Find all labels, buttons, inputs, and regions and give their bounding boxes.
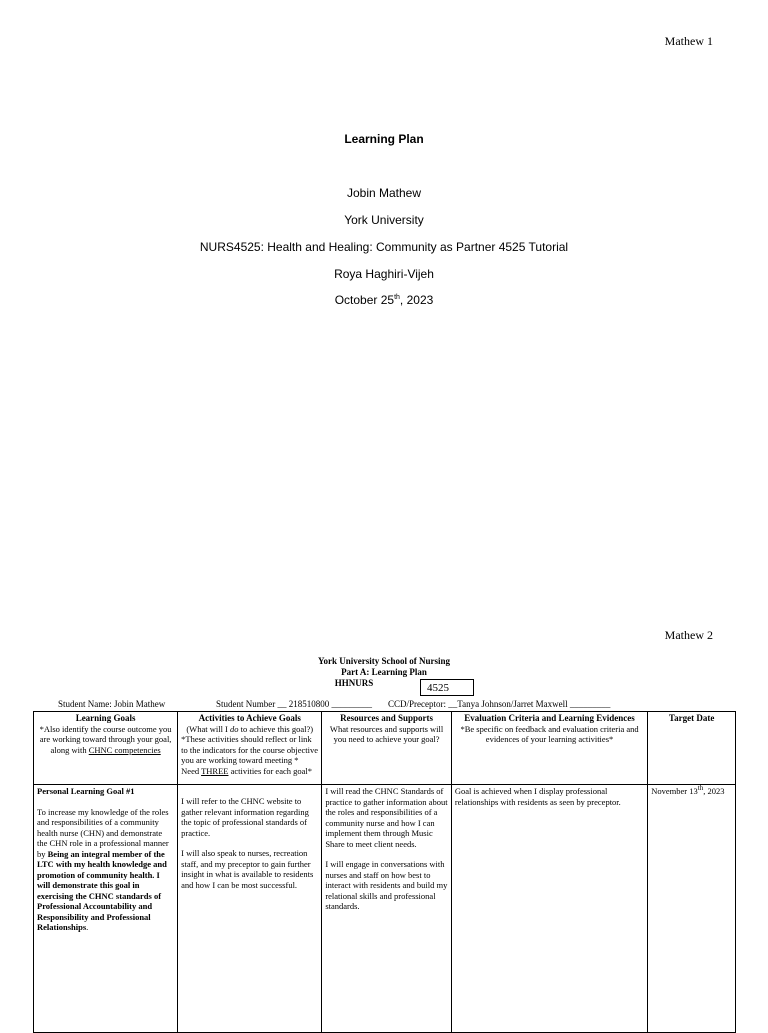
header-subtext-underline: THREE: [201, 765, 229, 776]
running-head: Mathew 1: [664, 34, 713, 48]
form-header-part: Part A: Learning Plan: [341, 667, 427, 677]
header-resources: [322, 712, 452, 785]
resource-item: I will engage in conversations with nurses and staff on how best to interact with residents and build my relational skills and professional standards.: [325, 859, 448, 911]
learning-plan-table: [33, 711, 736, 1033]
header-subtext-part: activities for each goal*: [228, 765, 313, 776]
course-name: NURS4525: Health and Healing: Community as Partner 4525 Tutorial: [199, 240, 569, 254]
author-name: Jobin Mathew: [346, 186, 422, 200]
header-subtext-part: *Also identify the course outcome you are working toward through your goal, along with: [39, 723, 172, 755]
course-number-box: 4525: [420, 679, 474, 696]
target-date: [651, 786, 732, 797]
evaluation-text: Goal is achieved when I display professional relationships with residents as seen by preceptor.: [454, 786, 621, 807]
form-header-school: York University School of Nursing: [317, 656, 450, 666]
goal-text-end: .: [86, 922, 89, 932]
header-activities: [178, 712, 322, 785]
header-title: Resources and Supports: [340, 713, 433, 723]
resources-cell: [322, 785, 452, 1033]
header-learning-goals: [34, 712, 178, 785]
header-subtext-note: [181, 734, 318, 776]
date-year: , 2023: [399, 293, 434, 307]
institution: York University: [344, 213, 424, 227]
goal-text-part: To increase my knowledge of the roles and responsibilities of a community health nurse (CHN) and demonstrate the CHN role in a professional manner by: [37, 806, 169, 859]
activities-cell: [178, 785, 322, 1033]
target-date-cell: [648, 785, 736, 1033]
header-title: Activities to Achieve Goals: [198, 713, 301, 723]
submission-date: [0, 293, 768, 307]
header-subtext: [37, 724, 174, 756]
header-subtext-part: to achieve this goal?): [238, 723, 314, 734]
header-evaluation: [451, 712, 647, 785]
form-header-course: HHNURS: [334, 678, 374, 688]
header-title: Evaluation Criteria and Learning Evidences: [464, 713, 635, 723]
header-title: Learning Goals: [75, 713, 136, 723]
header-title: Target Date: [668, 713, 715, 723]
evaluation-cell: [451, 785, 647, 1033]
resource-item: I will read the CHNC Standards of practice to gather information about the roles and responsibilities of a community nurse and how I can implement them through Music Share to meet client needs.: [325, 786, 448, 849]
student-info-line: [58, 699, 611, 709]
header-subtext-part: (What will I: [186, 723, 231, 734]
header-subtext: *Be specific on feedback and evaluation criteria and evidences of your learning activities*: [460, 723, 639, 744]
table-row: [34, 785, 736, 1033]
student-number: Student Number __ 218510800 _________: [216, 699, 372, 709]
chnc-competencies-link: CHNC competencies: [88, 744, 161, 755]
target-date-main: November 13: [651, 786, 698, 796]
activity-item: I will also speak to nurses, recreation staff, and my preceptor to gain further insight in what is available to residents and how I can be most successful.: [181, 848, 314, 890]
header-target-date: [648, 712, 736, 785]
instructor-name: Roya Haghiri-Vijeh: [334, 267, 434, 281]
target-date-suffix: th: [697, 784, 704, 793]
goal-text: [37, 807, 174, 933]
preceptor: CCD/Preceptor: __Tanya Johnson/Jarret Maxwell _________: [388, 699, 611, 709]
header-subtext: What resources and supports will you need to achieve your goal?: [329, 723, 444, 744]
header-subtext: [181, 724, 318, 735]
header-subtext-part: *These activities should reflect or link to the indicators for the course objective you are working toward meeting * Need: [181, 734, 319, 776]
date-main: October 25: [334, 293, 395, 307]
target-date-year: , 2023: [703, 786, 725, 796]
goal-label: Personal Learning Goal #1: [37, 786, 135, 796]
date-suffix: th: [394, 294, 400, 301]
goal-text-bold: Being an integral member of the LTC with my health knowledge and promotion of community health. I will demonstrate this goal in exercising the CHNC standards of Professional Accountability and Responsibility and Professional Relationships: [37, 848, 167, 932]
table-header-row: [34, 712, 736, 785]
header-subtext-emphasis: do: [230, 723, 239, 734]
running-head: Mathew 2: [664, 628, 713, 642]
learning-plan-page: [0, 614, 768, 1024]
student-name: Student Name: Jobin Mathew: [58, 699, 166, 709]
activity-item: I will refer to the CHNC website to gather relevant information regarding the topic of professional standards of practice.: [181, 796, 309, 838]
document-title: Learning Plan: [344, 132, 424, 146]
goal-cell: [34, 785, 178, 1033]
